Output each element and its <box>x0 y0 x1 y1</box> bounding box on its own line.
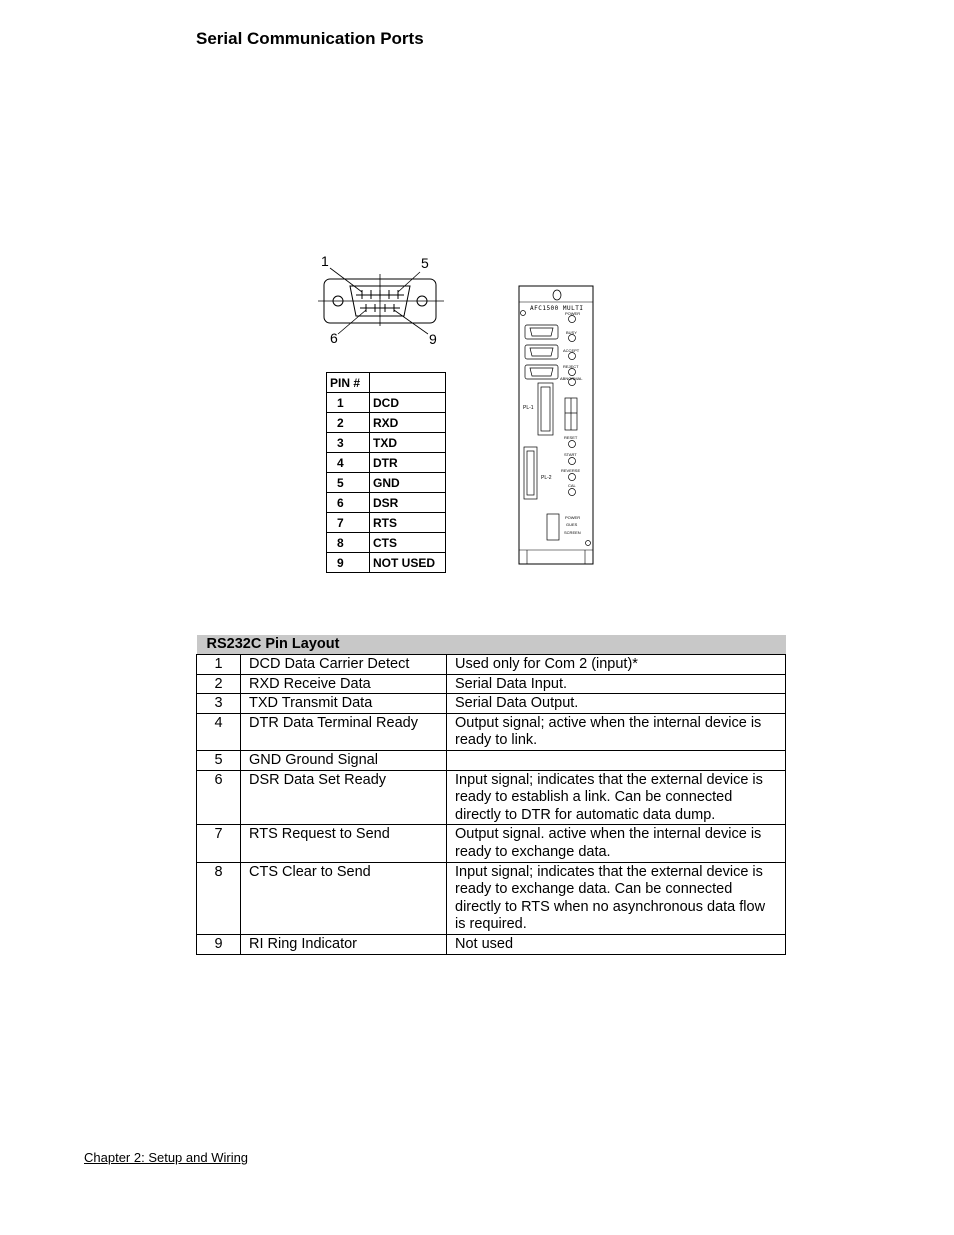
table-row: 3 TXD <box>327 433 446 453</box>
pin-label-5: 5 <box>421 255 429 271</box>
chapter-footer: Chapter 2: Setup and Wiring <box>84 1150 249 1165</box>
device-model-label: AFC1500 MULTI <box>530 305 584 312</box>
db9-connector-diagram <box>310 250 450 350</box>
table-row: 9 NOT USED <box>327 553 446 573</box>
pin-label-6: 6 <box>330 330 338 346</box>
rs232-pin-layout-table <box>196 635 786 955</box>
device-indicator-label: BUSY <box>566 330 577 335</box>
device-indicator-label: POWER <box>565 311 581 316</box>
device-indicator-label: CAL <box>568 483 576 488</box>
table-row: 9 RI Ring Indicator Not used <box>197 934 786 954</box>
device-indicator-label: START <box>564 452 577 457</box>
pin-table-header: PIN # <box>327 373 370 393</box>
device-front-panel <box>517 285 597 567</box>
table-row: 4 DTR Data Terminal Ready Output signal; active when the internal device is ready to link. <box>197 713 786 750</box>
table-row: 7 RTS Request to Send Output signal. active when the internal device is ready to exchange data. <box>197 825 786 862</box>
table-row: 1 DCD Data Carrier Detect Used only for Com 2 (input)* <box>197 655 786 675</box>
device-indicator-label: RESET <box>564 435 578 440</box>
table-row: 2 RXD <box>327 413 446 433</box>
table-row: 6 DSR Data Set Ready Input signal; indicates that the external device is ready to establish a link. Can be connected directly to DTR for automatic data dump. <box>197 770 786 825</box>
table-row: 8 CTS Clear to Send Input signal; indicates that the external device is ready to exchange data. Can be connected directly to RTS when no asynchronous data flow is required. <box>197 862 786 934</box>
device-indicator-label: ABNORMAL <box>560 376 583 381</box>
device-label-pl2: PL-2 <box>541 475 552 481</box>
device-panel-drawing <box>517 285 597 567</box>
table-row: 5 GND Ground Signal <box>197 750 786 770</box>
device-indicator-label: REJECT <box>563 364 579 369</box>
device-bottom-label: SCREEN <box>564 530 581 535</box>
page-title: Serial Communication Ports <box>196 29 424 48</box>
table-row: 6 DSR <box>327 493 446 513</box>
device-indicator-label: ACCEPT <box>563 348 580 353</box>
table-title: RS232C Pin Layout <box>197 635 786 655</box>
device-indicator-label: REVERSE <box>561 468 581 473</box>
table-row: 7 RTS <box>327 513 446 533</box>
table-row: 4 DTR <box>327 453 446 473</box>
pin-label-1: 1 <box>321 253 329 269</box>
device-label-pl1: PL-1 <box>523 405 534 411</box>
device-bottom-label: POWER <box>565 515 581 520</box>
pin-label-9: 9 <box>429 331 437 347</box>
table-row: 5 GND <box>327 473 446 493</box>
table-row: 1 DCD <box>327 393 446 413</box>
pin-table <box>326 372 446 573</box>
table-row: 2 RXD Receive Data Serial Data Input. <box>197 674 786 694</box>
table-row: 3 TXD Transmit Data Serial Data Output. <box>197 694 786 714</box>
device-bottom-label: GUES <box>566 522 578 527</box>
table-row: 8 CTS <box>327 533 446 553</box>
